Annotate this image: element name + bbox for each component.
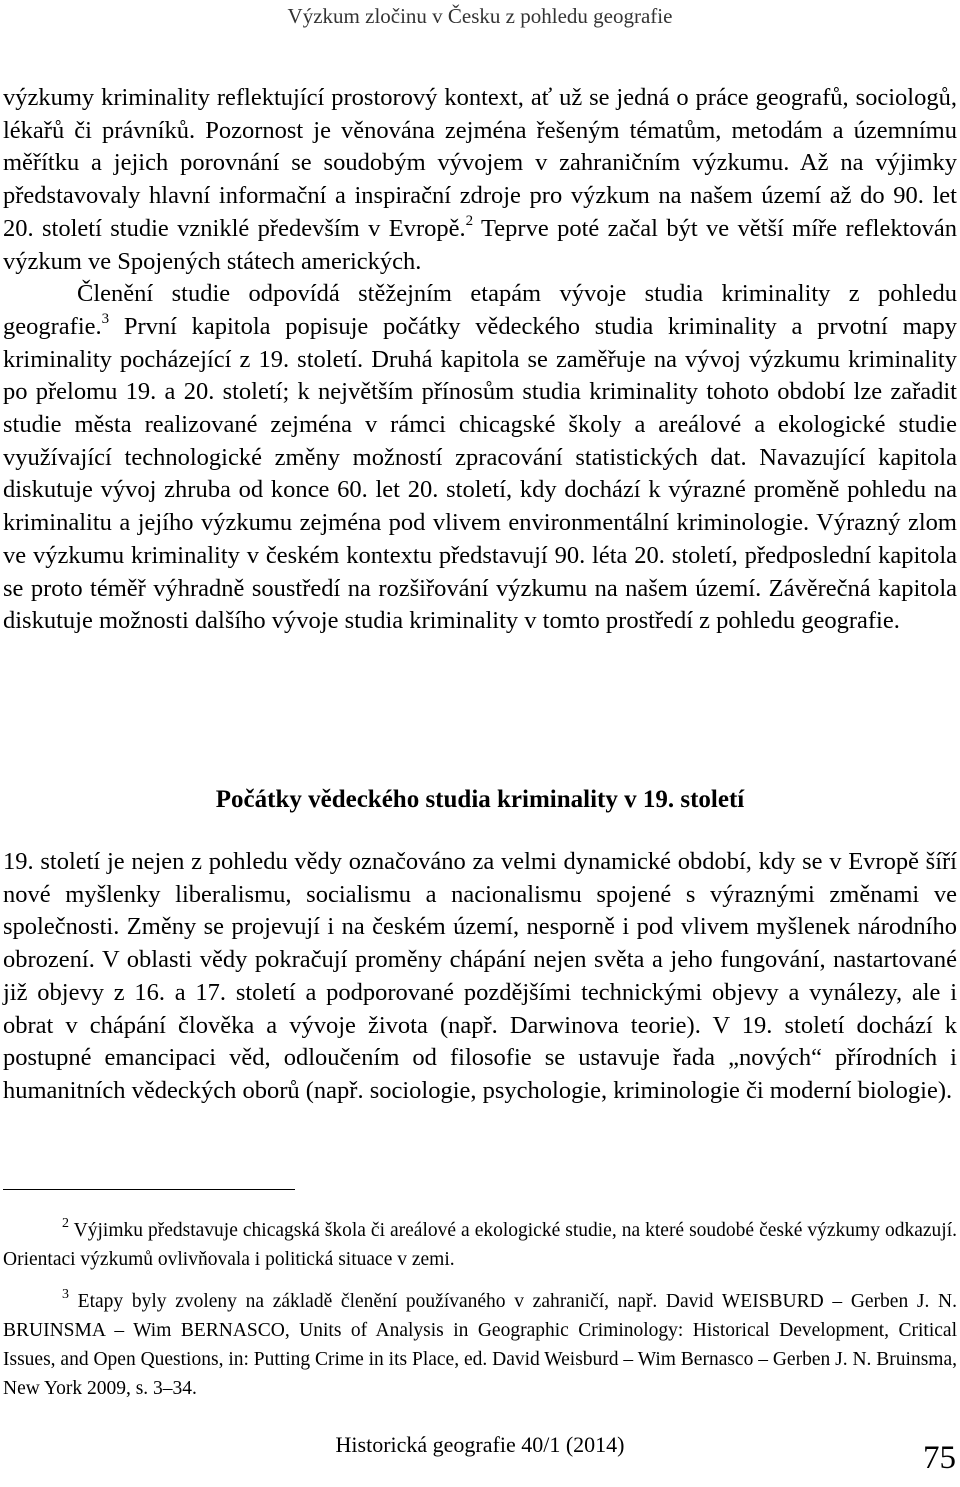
footnote-3-text: Etapy byly zvoleny na základě členění používaného v zahraničí, např. David WEISBURD – Gerben J. N. BRUINSMA – Wim BERNASCO, Units of Analysis in Geographic Criminology: Historical Development, Critical Issues, and Open Questions, in: Putting Crime in its Place, ed. David Weisburd – Wim Bernasco – Gerben J. N. Bruinsma, New York 2009, s. 3–34. (3, 1291, 957, 1399)
intro-paragraph-1-part-a: výzkumy kriminality reflektující prostorový kontext, ať už se jedná o práce geografů, sociologů, lékařů či právníků. Pozornost je věnována zejména řešeným tématům, metodám a územnímu měřítku a jejich porovnání se soudobým vývojem v zahraničním výzkumu. Až na výjimky představovaly hlavní informační a inspirační zdroje pro výzkum na našem území až do 90. let 20. století studie vzniklé především v Evropě. (3, 84, 957, 242)
section-heading: Počátky vědeckého studia kriminality v 19. století (215, 786, 745, 813)
intro-paragraph-2-part-b: První kapitola popisuje počátky vědeckého studia kriminality a prvotní mapy kriminality pocházející z 19. století. Druhá kapitola se zaměřuje na vývoj výzkumu kriminality po přelomu 19. a 20. století; k největším přínosům studia kriminality tohoto období lze zařadit studie města realizované zejména v rámci chicagské školy a areálové a ekologické studie využívající technologické změny možností zpracování statistických dat. Navazující kapitola diskutuje vývoj zhruba od konce 60. let 20. století, kdy dochází k výrazné proměně pohledu na kriminalitu a jejího výzkumu zejména pod vlivem environmentální kriminologie. Výrazný zlom ve výzkumu kriminality v českém kontextu představují 90. léta 20. století, předposlední kapitola se proto téměř výhradně soustředí na rozšiřování výzkumu na našem území. Závěrečná kapitola diskutuje možnosti dalšího vývoje studia kriminality v tomto prostředí z pohledu geografie. (3, 312, 957, 635)
footnote-3-number: 3 (62, 1286, 69, 1302)
footnote-ref-2[interactable]: 2 (465, 212, 474, 229)
intro-paragraph-1 (3, 82, 957, 278)
section-paragraph-1: 19. století je nejen z pohledu vědy označováno za velmi dynamické období, kdy se v Evropě šíří nové myšlenky liberalismu, socialismu a nacionalismu spojené s výraznými změnami ve společnosti. Změny se projevují i na českém území, nesporně i pod vlivem myšlenek národního obrození. V oblasti vědy pokračují proměny chápání nejen světa a jeho fungování, nastartované již objevy z 16. a 17. století a podporované pozdějšími technickými objevy a vynálezy, ale i obrat v chápání člověka a vývoje života (např. Darwinova teorie). V 19. století dochází k postupné emancipaci věd, odloučením od filosofie se ustavuje řada „nových“ přírodních i humanitních vědeckých oborů (např. sociologie, psychologie, kriminologie či moderní biologie). (3, 848, 957, 1104)
footnote-2-text: Výjimku představuje chicagská škola či areálové a ekologické studie, na které soudobé české výzkumy odkazují. Orientaci výzkumů ovlivňovala i politická situace v zemi. (3, 1220, 957, 1270)
footnote-3 (3, 1287, 957, 1403)
footnote-2-number: 2 (62, 1215, 69, 1231)
intro-paragraph-1-part-b: Teprve poté začal být ve větší míře reflektován výzkum ve Spojených státech amerických. (3, 214, 958, 275)
intro-paragraph-2-part-a: Členění studie odpovídá stěžejním etapám vývoje studia kriminality z pohledu geografie. (3, 280, 957, 340)
footnote-2 (3, 1216, 957, 1274)
page-number: 75 (923, 1440, 956, 1476)
footnotes (3, 1216, 957, 1403)
journal-footer: Historická geografie 40/1 (2014) (335, 1432, 625, 1457)
intro-paragraph-2 (3, 278, 957, 638)
intro-text (3, 82, 957, 638)
footnote-separator (3, 1189, 295, 1190)
running-header: Výzkum zločinu v Česku z pohledu geografie (287, 4, 673, 28)
section-text (3, 846, 957, 1108)
footnote-ref-3[interactable]: 3 (101, 310, 110, 327)
